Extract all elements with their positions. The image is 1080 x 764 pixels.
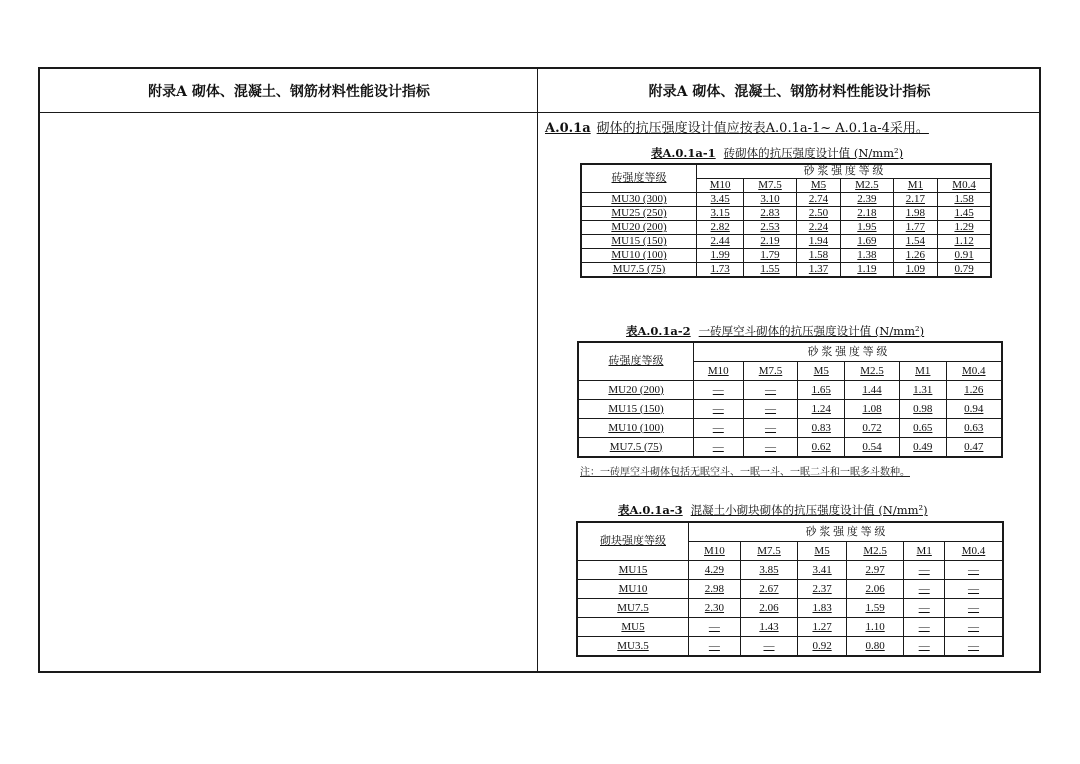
value-cell: — xyxy=(904,561,945,580)
table-3-number: 表A.0.1a-3 xyxy=(618,503,683,517)
table-row xyxy=(577,580,1003,599)
row-label-cell: MU15 (150) xyxy=(581,235,697,249)
value-cell: 0.47 xyxy=(946,438,1002,458)
group-header-cell: 砂 浆 强 度 等 级 xyxy=(689,522,1004,542)
table-header-row xyxy=(578,342,1002,362)
column-header-cell: M7.5 xyxy=(743,362,798,381)
column-header-cell: M10 xyxy=(697,179,744,193)
table-2-number: 表A.0.1a-2 xyxy=(626,324,691,338)
value-cell: — xyxy=(743,438,798,458)
value-cell: 2.37 xyxy=(798,580,847,599)
value-cell: — xyxy=(743,419,798,438)
value-cell: 1.98 xyxy=(893,207,938,221)
column-header-cell: M2.5 xyxy=(845,362,900,381)
table-1 xyxy=(580,163,992,278)
table-row xyxy=(578,438,1002,458)
value-cell: 0.92 xyxy=(798,637,847,657)
value-cell: 2.83 xyxy=(744,207,796,221)
row-label-cell: MU3.5 xyxy=(577,637,689,657)
column-header-cell: M1 xyxy=(899,362,946,381)
table-row xyxy=(581,207,991,221)
value-cell: 3.15 xyxy=(697,207,744,221)
group-header-cell: 砂 浆 强 度 等 级 xyxy=(697,164,992,179)
column-header-cell: M0.4 xyxy=(946,362,1002,381)
table-2-note: 注：一砖厚空斗砌体包括无眠空斗、一眠一斗、一眠二斗和一眠多斗数种。 xyxy=(580,467,910,478)
row-label-cell: MU30 (300) xyxy=(581,193,697,207)
value-cell: 0.54 xyxy=(845,438,900,458)
clause-intro xyxy=(545,117,929,136)
value-cell: 2.06 xyxy=(846,580,903,599)
value-cell: 1.43 xyxy=(740,618,797,637)
value-cell: — xyxy=(904,637,945,657)
row-label-cell: MU7.5 (75) xyxy=(581,263,697,278)
value-cell: 3.41 xyxy=(798,561,847,580)
value-cell: — xyxy=(689,637,741,657)
value-cell: 1.19 xyxy=(841,263,893,278)
column-header-cell: M7.5 xyxy=(744,179,796,193)
column-header-cell: M1 xyxy=(893,179,938,193)
table-2 xyxy=(577,341,1003,458)
value-cell: 2.30 xyxy=(689,599,741,618)
value-cell: 2.39 xyxy=(841,193,893,207)
value-cell: 2.67 xyxy=(740,580,797,599)
value-cell: 3.85 xyxy=(740,561,797,580)
value-cell: 2.06 xyxy=(740,599,797,618)
row-label-cell: MU7.5 (75) xyxy=(578,438,694,458)
value-cell: — xyxy=(945,599,1003,618)
value-cell: 2.98 xyxy=(689,580,741,599)
value-cell: — xyxy=(694,381,744,400)
value-cell: 0.79 xyxy=(938,263,991,278)
value-cell: 2.17 xyxy=(893,193,938,207)
value-cell: 1.77 xyxy=(893,221,938,235)
value-cell: 0.98 xyxy=(899,400,946,419)
table-2-caption xyxy=(626,323,924,339)
value-cell: 1.83 xyxy=(798,599,847,618)
right-column xyxy=(538,113,1041,671)
value-cell: 2.50 xyxy=(796,207,841,221)
value-cell: — xyxy=(694,438,744,458)
value-cell: 1.58 xyxy=(796,249,841,263)
column-header-cell: M10 xyxy=(689,542,741,561)
table-1-title: 砖砌体的抗压强度设计值 (N/mm²) xyxy=(723,146,904,160)
value-cell: 0.72 xyxy=(845,419,900,438)
column-header-cell: M2.5 xyxy=(846,542,903,561)
value-cell: 2.74 xyxy=(796,193,841,207)
column-header-cell: M5 xyxy=(796,179,841,193)
table-header-row xyxy=(581,164,991,179)
table-row xyxy=(578,381,1002,400)
table-row xyxy=(581,263,991,278)
column-header-cell: M1 xyxy=(904,542,945,561)
table-row xyxy=(578,400,1002,419)
table-row xyxy=(581,235,991,249)
table-row xyxy=(577,618,1003,637)
table-row xyxy=(581,249,991,263)
value-cell: 1.73 xyxy=(697,263,744,278)
value-cell: 0.94 xyxy=(946,400,1002,419)
row-label-cell: MU10 xyxy=(577,580,689,599)
value-cell: 1.31 xyxy=(899,381,946,400)
value-cell: 1.24 xyxy=(798,400,845,419)
value-cell: — xyxy=(694,419,744,438)
table-row xyxy=(577,637,1003,657)
value-cell: — xyxy=(904,599,945,618)
left-header: 附录A 砌体、混凝土、钢筋材料性能设计指标 xyxy=(40,69,538,113)
table-row xyxy=(577,599,1003,618)
value-cell: 1.54 xyxy=(893,235,938,249)
right-header: 附录A 砌体、混凝土、钢筋材料性能设计指标 xyxy=(538,69,1041,113)
value-cell: 2.97 xyxy=(846,561,903,580)
row-header-cell: 砖强度等级 xyxy=(581,164,697,193)
value-cell: — xyxy=(689,618,741,637)
table-row xyxy=(577,561,1003,580)
value-cell: 1.29 xyxy=(938,221,991,235)
value-cell: 0.83 xyxy=(798,419,845,438)
clause-text: 砌体的抗压强度设计值应按表A.0.1a-1~ A.0.1a-4采用。 xyxy=(596,121,929,136)
value-cell: 1.59 xyxy=(846,599,903,618)
value-cell: 0.63 xyxy=(946,419,1002,438)
row-label-cell: MU15 (150) xyxy=(578,400,694,419)
table-1-caption xyxy=(651,145,903,161)
value-cell: 1.55 xyxy=(744,263,796,278)
row-label-cell: MU20 (200) xyxy=(578,381,694,400)
value-cell: 1.58 xyxy=(938,193,991,207)
value-cell: 1.38 xyxy=(841,249,893,263)
table-3 xyxy=(576,521,1004,657)
column-header-cell: M0.4 xyxy=(945,542,1003,561)
group-header-cell: 砂 浆 强 度 等 级 xyxy=(694,342,1003,362)
table-row xyxy=(578,419,1002,438)
value-cell: 4.29 xyxy=(689,561,741,580)
column-header-cell: M0.4 xyxy=(938,179,991,193)
value-cell: 2.18 xyxy=(841,207,893,221)
table-3-title: 混凝土小砌块砌体的抗压强度设计值 (N/mm²) xyxy=(690,503,928,517)
value-cell: 2.82 xyxy=(697,221,744,235)
table-header-row xyxy=(577,522,1003,542)
value-cell: 0.62 xyxy=(798,438,845,458)
row-label-cell: MU10 (100) xyxy=(578,419,694,438)
value-cell: — xyxy=(904,580,945,599)
value-cell: — xyxy=(743,400,798,419)
table-1-number: 表A.0.1a-1 xyxy=(651,146,716,160)
table-row xyxy=(581,221,991,235)
clause-number: A.0.1a xyxy=(545,121,591,136)
row-label-cell: MU7.5 xyxy=(577,599,689,618)
value-cell: — xyxy=(694,400,744,419)
value-cell: — xyxy=(945,637,1003,657)
column-header-cell: M7.5 xyxy=(740,542,797,561)
value-cell: 0.80 xyxy=(846,637,903,657)
row-label-cell: MU15 xyxy=(577,561,689,580)
value-cell: — xyxy=(945,618,1003,637)
value-cell: 1.94 xyxy=(796,235,841,249)
value-cell: 2.24 xyxy=(796,221,841,235)
table-3-caption xyxy=(618,502,928,518)
column-header-cell: M5 xyxy=(798,542,847,561)
value-cell: 1.12 xyxy=(938,235,991,249)
value-cell: 1.26 xyxy=(946,381,1002,400)
row-header-cell: 砌块强度等级 xyxy=(577,522,689,561)
value-cell: 1.37 xyxy=(796,263,841,278)
value-cell: — xyxy=(740,637,797,657)
value-cell: — xyxy=(945,561,1003,580)
row-label-cell: MU10 (100) xyxy=(581,249,697,263)
column-header-cell: M5 xyxy=(798,362,845,381)
value-cell: 1.09 xyxy=(893,263,938,278)
value-cell: 3.45 xyxy=(697,193,744,207)
value-cell: 1.45 xyxy=(938,207,991,221)
column-header-cell: M2.5 xyxy=(841,179,893,193)
row-label-cell: MU25 (250) xyxy=(581,207,697,221)
value-cell: 1.99 xyxy=(697,249,744,263)
value-cell: 2.53 xyxy=(744,221,796,235)
row-label-cell: MU20 (200) xyxy=(581,221,697,235)
value-cell: 1.65 xyxy=(798,381,845,400)
value-cell: 0.65 xyxy=(899,419,946,438)
value-cell: 1.10 xyxy=(846,618,903,637)
value-cell: 2.19 xyxy=(744,235,796,249)
page-frame xyxy=(38,67,1041,673)
row-header-cell: 砖强度等级 xyxy=(578,342,694,381)
value-cell: — xyxy=(945,580,1003,599)
value-cell: 0.91 xyxy=(938,249,991,263)
table-2-title: 一砖厚空斗砌体的抗压强度设计值 (N/mm²) xyxy=(698,324,925,338)
value-cell: 1.79 xyxy=(744,249,796,263)
value-cell: 1.69 xyxy=(841,235,893,249)
value-cell: 1.95 xyxy=(841,221,893,235)
row-label-cell: MU5 xyxy=(577,618,689,637)
value-cell: 1.27 xyxy=(798,618,847,637)
value-cell: 1.44 xyxy=(845,381,900,400)
value-cell: 0.49 xyxy=(899,438,946,458)
value-cell: 2.44 xyxy=(697,235,744,249)
value-cell: 1.26 xyxy=(893,249,938,263)
value-cell: 1.08 xyxy=(845,400,900,419)
column-header-cell: M10 xyxy=(694,362,744,381)
value-cell: — xyxy=(904,618,945,637)
table-row xyxy=(581,193,991,207)
value-cell: 3.10 xyxy=(744,193,796,207)
value-cell: — xyxy=(743,381,798,400)
